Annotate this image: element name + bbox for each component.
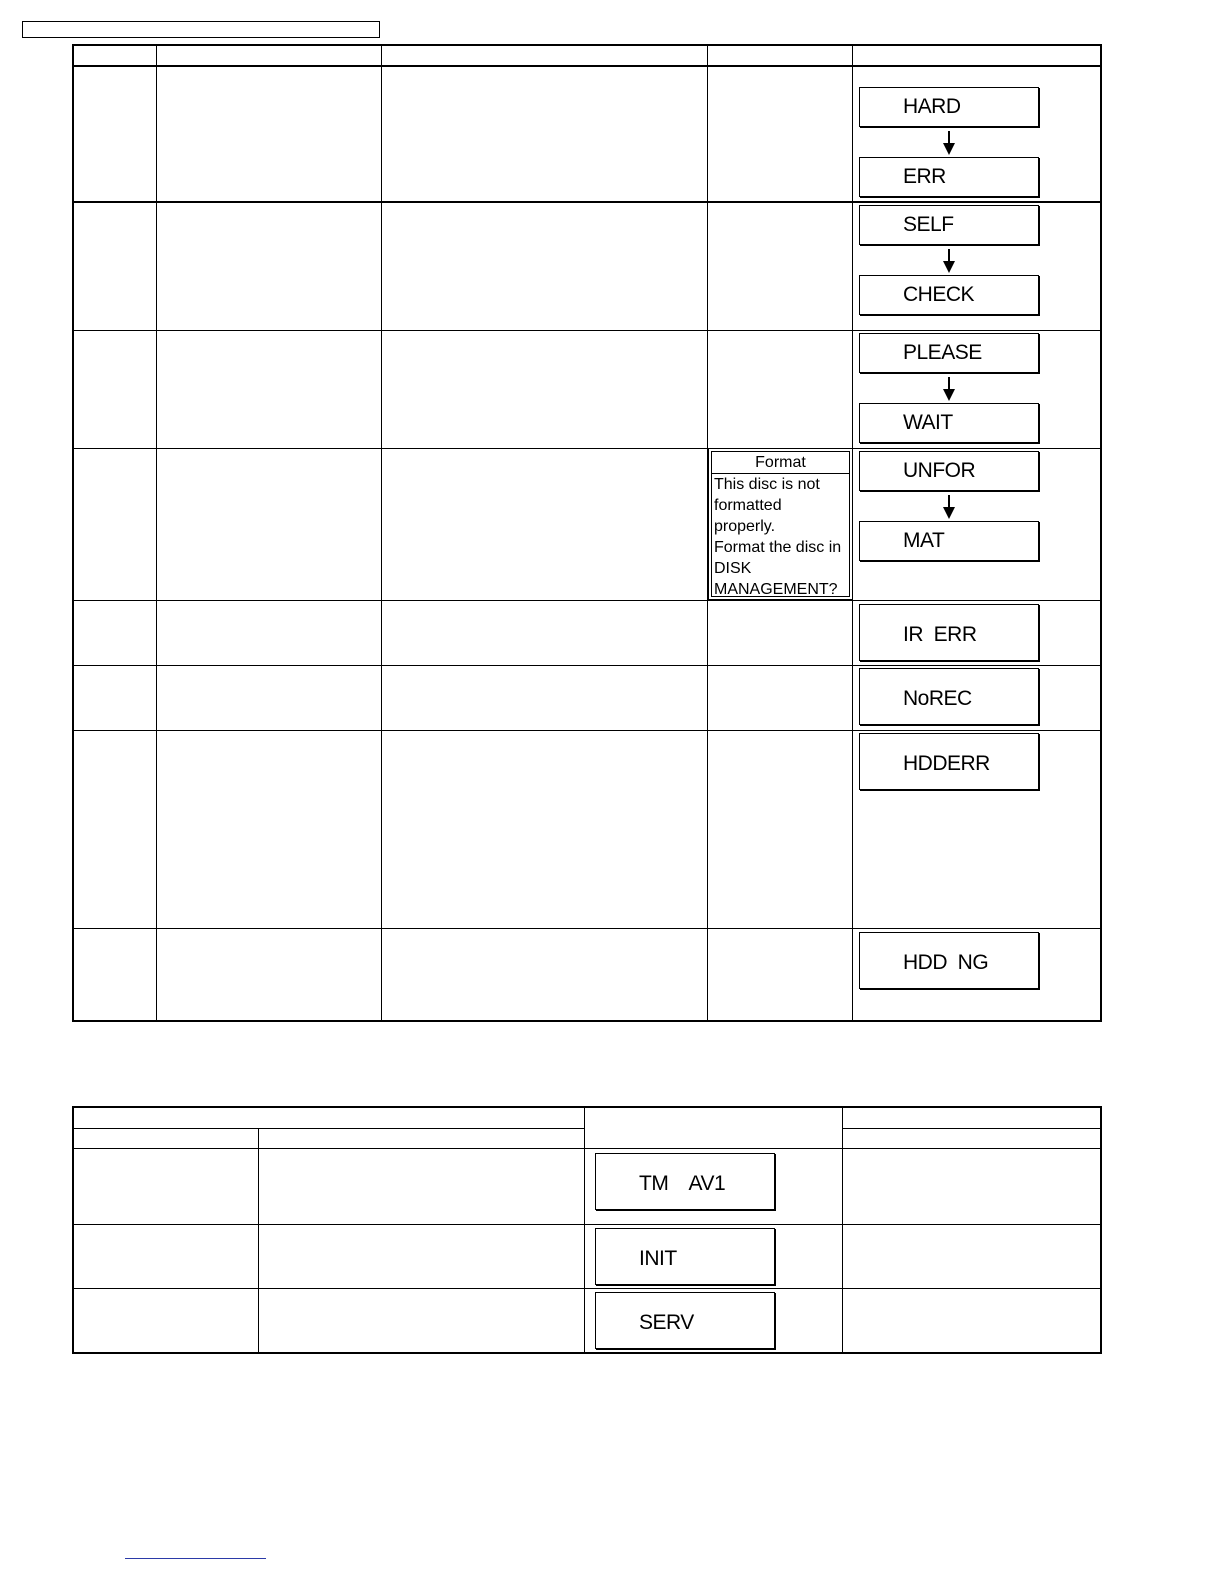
arrow-down-icon [943,495,955,519]
column-separator [156,44,157,1022]
display-tm-av1: TM AV1 [595,1153,775,1210]
row-separator [72,928,1102,929]
display-init: INIT [595,1228,775,1285]
osd-line: formatted [714,497,782,514]
row-separator [72,201,1102,203]
arrow-down-icon [943,131,955,155]
display-hdd-ng: HDD NG [859,932,1039,989]
display-check: CHECK [859,275,1039,315]
display-unfor: UNFOR [859,451,1039,491]
osd-line: Format the disc in [714,539,842,556]
osd-line: properly. [714,518,776,535]
display-hdderr: HDDERR [859,733,1039,790]
service-header-line [72,1148,1102,1149]
display-wait: WAIT [859,403,1039,443]
row-separator [72,1288,1102,1289]
osd-body [712,474,849,600]
row-separator [72,665,1102,666]
display-ir-err: IR ERR [859,604,1039,661]
display-serv: SERV [595,1292,775,1349]
display-norec: NoREC [859,668,1039,725]
arrow-down-icon [943,249,955,273]
column-separator [584,1106,585,1354]
osd-line: MANAGEMENT? [714,581,838,598]
arrow-down-icon [943,377,955,401]
header-subline [842,1128,1102,1129]
row-separator [72,600,1102,601]
column-separator [258,1128,259,1354]
osd-line: This disc is not [714,476,820,493]
row-separator [72,730,1102,731]
column-separator [707,44,708,1022]
row-separator [72,330,1102,331]
header-box [22,21,380,38]
format-osd-message [711,451,850,597]
header-subline [72,1128,584,1129]
column-separator [852,44,853,1022]
osd-title: Format [712,452,849,474]
display-mat: MAT [859,521,1039,561]
display-err: ERR [859,157,1039,197]
row-separator [72,1224,1102,1225]
display-hard: HARD [859,87,1039,127]
row-separator [72,448,1102,449]
osd-line: DISK [714,560,752,577]
service-table [72,1106,1102,1354]
column-separator [842,1106,843,1354]
footer-link-underline[interactable] [125,1558,266,1559]
error-table-header-line [72,65,1102,67]
column-separator [381,44,382,1022]
display-self: SELF [859,205,1039,245]
display-please: PLEASE [859,333,1039,373]
